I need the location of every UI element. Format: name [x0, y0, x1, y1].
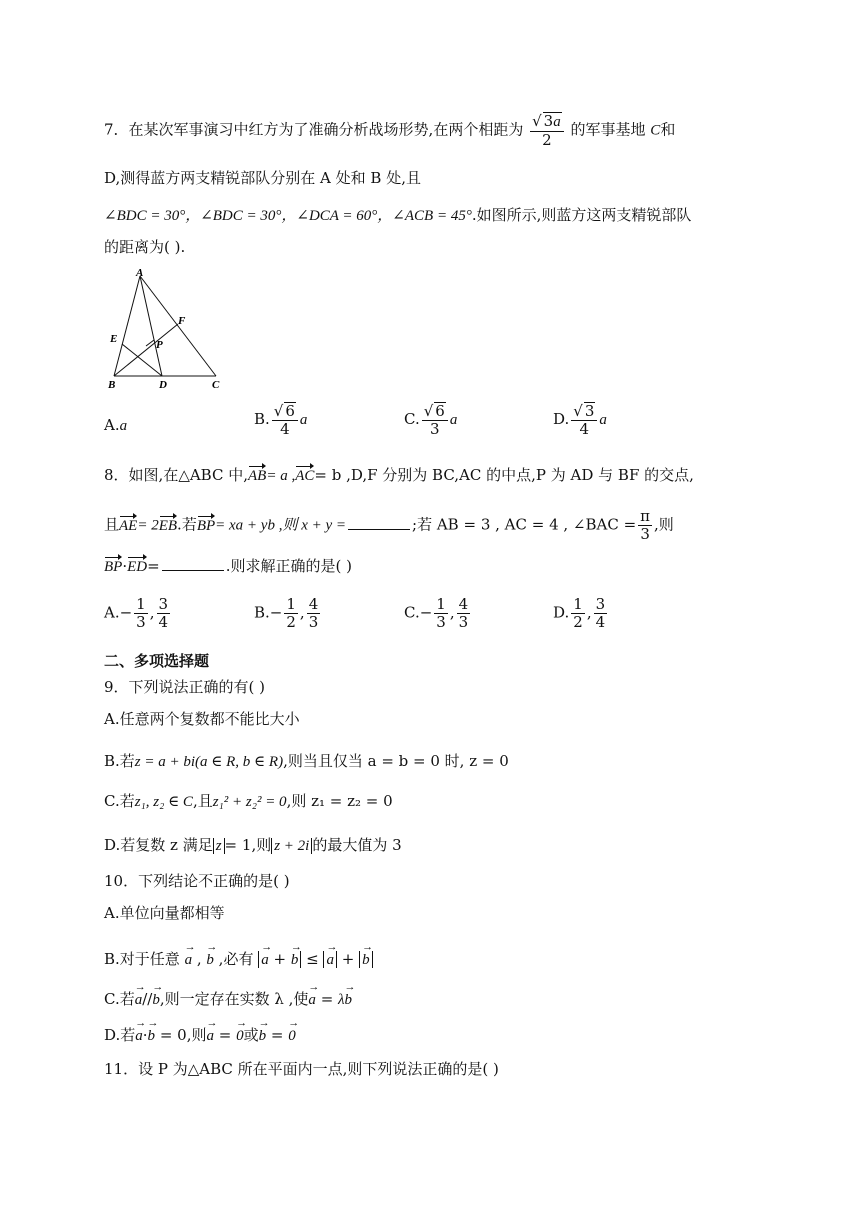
q11-stem: 11．设 P 为△ABC 所在平面内一点,则下列说法正确的是( ) [104, 1060, 499, 1078]
q8-line1: 8．如图,在△ABC 中,AB= a ,AC= b ,D,F 分别为 BC,AC 的中点,P 为 AD 与 BF 的交点, [104, 464, 694, 487]
q8-text: 如图,在△ABC 中, [128, 466, 248, 484]
figure-label-b: B [108, 379, 116, 391]
option-value: a [119, 418, 128, 434]
q10-text: ,则 [186, 1026, 207, 1044]
triangle-figure [104, 266, 224, 392]
option-label: B.对于任意 [104, 950, 180, 968]
option-label: C. [404, 410, 420, 428]
q9-math: z [213, 838, 225, 854]
q9-math: z₁² + z₂² = 0 [212, 794, 287, 810]
q8-text: ,则 [654, 515, 674, 534]
q10-text: ,必有 [218, 950, 254, 968]
option-label: A. [104, 416, 120, 434]
option-label: D. [553, 603, 570, 622]
q8-line2: 且AE= 2EB.若BP= xa + yb ,则 x + y = ;若 AB = 3 , AC = 4 , ∠BAC = $\frac{\pi}{3}$ ,则 [104, 507, 674, 543]
option-label: D.若复数 z 满足 [104, 836, 213, 854]
option-label: B.− [254, 603, 283, 622]
q7-text: 在某次军事演习中红方为了准确分析战场形势,在两个相距为 [128, 120, 524, 139]
q7-text: 的军事基地 [570, 120, 646, 139]
q7-line1 [104, 112, 675, 149]
q7-line4: 的距离为( ). [104, 238, 186, 256]
q8-blank-2[interactable] [162, 570, 224, 571]
q9-stem: 9．下列说法正确的有( ) [104, 678, 266, 696]
option-label: D. [553, 410, 570, 428]
q10-option-b[interactable]: B.对于任意 → a , → b ,必有 → a + → b ≤ → a + → b [104, 948, 373, 971]
q9-text: ,则 z₁ = z₂ = 0 [286, 792, 393, 810]
q8-text: = 2 [137, 517, 159, 534]
q9-text: 的最大值为 3 [312, 836, 402, 854]
option-label: C.若 [104, 792, 135, 810]
option-label: D.若 [104, 1026, 136, 1044]
figure-label-a: A [136, 267, 144, 279]
q9-text: ,则 [251, 836, 272, 854]
q8-text: 且 [104, 515, 120, 534]
q10-option-c[interactable]: C.若→ a//→ b,则一定存在实数 λ ,使→ a = λ→ b [104, 988, 352, 1011]
q9-math: z₁, z₂ ∈ C [134, 794, 193, 810]
q8-option-c[interactable]: C.− $\frac{1}{3}$ , $\frac{4}{3}$ [404, 595, 469, 631]
q9-option-d[interactable] [104, 834, 402, 856]
q8-blank-1[interactable] [348, 529, 410, 530]
q10-text: 或 [243, 1026, 259, 1044]
figure-label-c: C [212, 379, 220, 391]
figure-label-f: F [178, 315, 186, 327]
q9-math: = 1 [224, 836, 252, 854]
q7-line2: D,测得蓝方两支精锐部队分别在 A 处和 B 处,且 [104, 169, 421, 187]
q8-text: = [147, 557, 160, 575]
option-label: A.− [104, 603, 133, 622]
figure-label-d: D [159, 379, 167, 391]
q8-text: · [122, 557, 128, 575]
q8-text: = b ,D,F 分别为 BC,AC 的中点,P 为 AD 与 BF 的交点, [314, 466, 694, 484]
q9-option-c[interactable] [104, 790, 393, 813]
option-label: B.若 [104, 752, 135, 770]
q7-angles: ∠BDC = 30°，∠BDC = 30°，∠DCA = 60°，∠ACB = 45° [104, 208, 472, 224]
q7-option-d[interactable]: D. $\frac{√ 3}{4}$ a [553, 402, 607, 438]
q8-option-a[interactable]: A.− $\frac{1}{3}$ , $\frac{3}{4}$ [104, 595, 169, 631]
q9-math: z + 2i [271, 838, 312, 854]
q7-text: C [650, 122, 661, 139]
q7-number: 7． [104, 120, 129, 139]
q8-number: 8． [104, 466, 129, 484]
q8-text: = a , [266, 468, 296, 484]
option-label: C.若 [104, 990, 135, 1008]
q8-text: .则求解正确的是( ) [225, 557, 352, 575]
figure-label-p: P [156, 339, 163, 351]
q10-option-a[interactable]: A.单位向量都相等 [104, 904, 225, 922]
section-heading: 二、多项选择题 [104, 652, 210, 670]
q8-text: = xa + yb ,则 x + y = [215, 517, 347, 534]
q10-option-d[interactable]: D.若→ a·→ b = 0,则→ a = → 0或→ b = → 0 [104, 1024, 296, 1047]
q7-line3 [104, 204, 691, 227]
q7-text: .如图所示,则蓝方这两支精锐部队 [471, 206, 692, 224]
q8-text: ;若 AB = 3 , AC = 4 , ∠BAC = [412, 515, 637, 534]
q7-option-b[interactable]: B. $\frac{√ 6}{4}$ a [254, 402, 308, 438]
q7-option-c[interactable]: C. $\frac{√ 6}{3}$ a [404, 402, 458, 438]
option-label: B. [254, 410, 270, 428]
q9-math: z = a + bi(a ∈ R, b ∈ R) [134, 754, 284, 770]
q10-text: ,则一定存在实数 λ ,使 [159, 990, 309, 1008]
q8-line3: BP·ED= .则求解正确的是( ) [104, 555, 352, 578]
q7-text: 和 [660, 120, 676, 139]
q8-option-d[interactable]: D. $\frac{1}{2}$ , $\frac{3}{4}$ [553, 595, 606, 631]
option-label: C.− [404, 603, 433, 622]
figure-label-e: E [110, 333, 118, 345]
q8-option-b[interactable]: B.− $\frac{1}{2}$ , $\frac{4}{3}$ [254, 595, 319, 631]
q9-option-b[interactable] [104, 750, 509, 773]
q9-text: ,则当且仅当 a = b = 0 时, z = 0 [283, 752, 509, 770]
q8-text: .若 [177, 515, 197, 534]
q7-fraction-sqrt3a-over-2: $\frac{√ 3a}{2}$ [530, 112, 564, 149]
q7-option-a[interactable] [104, 414, 127, 437]
q9-option-a[interactable]: A.任意两个复数都不能比大小 [104, 710, 300, 728]
q10-stem: 10．下列结论不正确的是( ) [104, 872, 290, 890]
q9-text: ,且 [192, 792, 213, 810]
